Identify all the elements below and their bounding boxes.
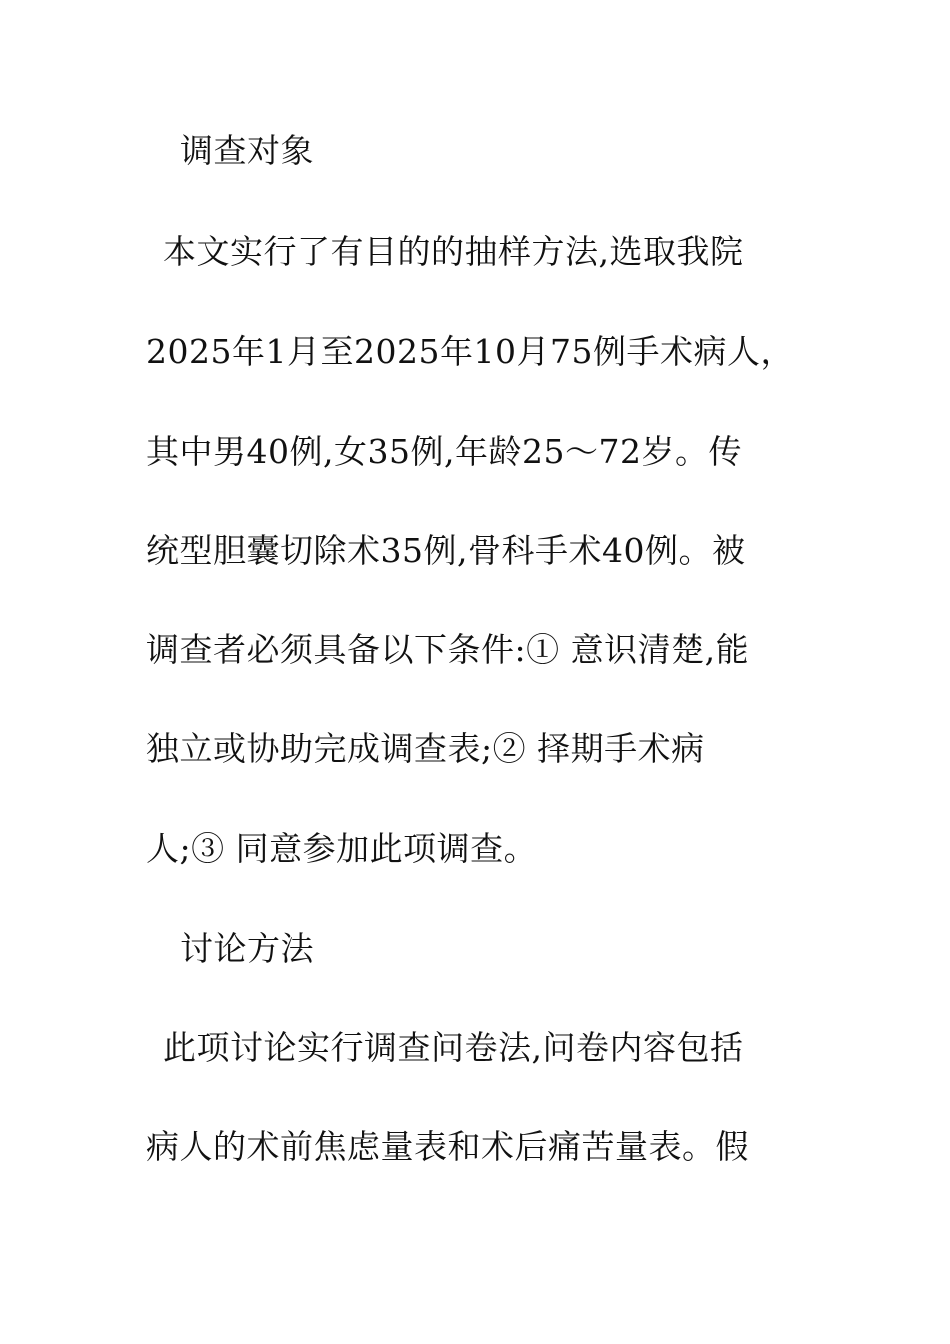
- section-heading-discussion-method: 讨论方法: [180, 929, 314, 968]
- paragraph-line: 本文实行了有目的的抽样方法,选取我院: [163, 232, 744, 271]
- paragraph-line: 统型胆囊切除术35例,骨科手术40例。被: [146, 531, 746, 570]
- paragraph-line: 病人的术前焦虑量表和术后痛苦量表。假: [146, 1127, 749, 1166]
- paragraph-line: 此项讨论实行调查问卷法,问卷内容包括: [163, 1028, 744, 1067]
- paragraph-line: 其中男40例,女35例,年龄25～72岁。传: [146, 432, 742, 471]
- paragraph-line: 2025年1月至2025年10月75例手术病人，: [146, 332, 794, 371]
- section-heading-survey-subjects: 调查对象: [180, 131, 314, 170]
- paragraph-line: 人;③ 同意参加此项调查。: [146, 829, 538, 868]
- paragraph-line: 独立或协助完成调查表;② 择期手术病: [146, 729, 705, 768]
- paragraph-line: 调查者必须具备以下条件:① 意识清楚,能: [146, 630, 750, 669]
